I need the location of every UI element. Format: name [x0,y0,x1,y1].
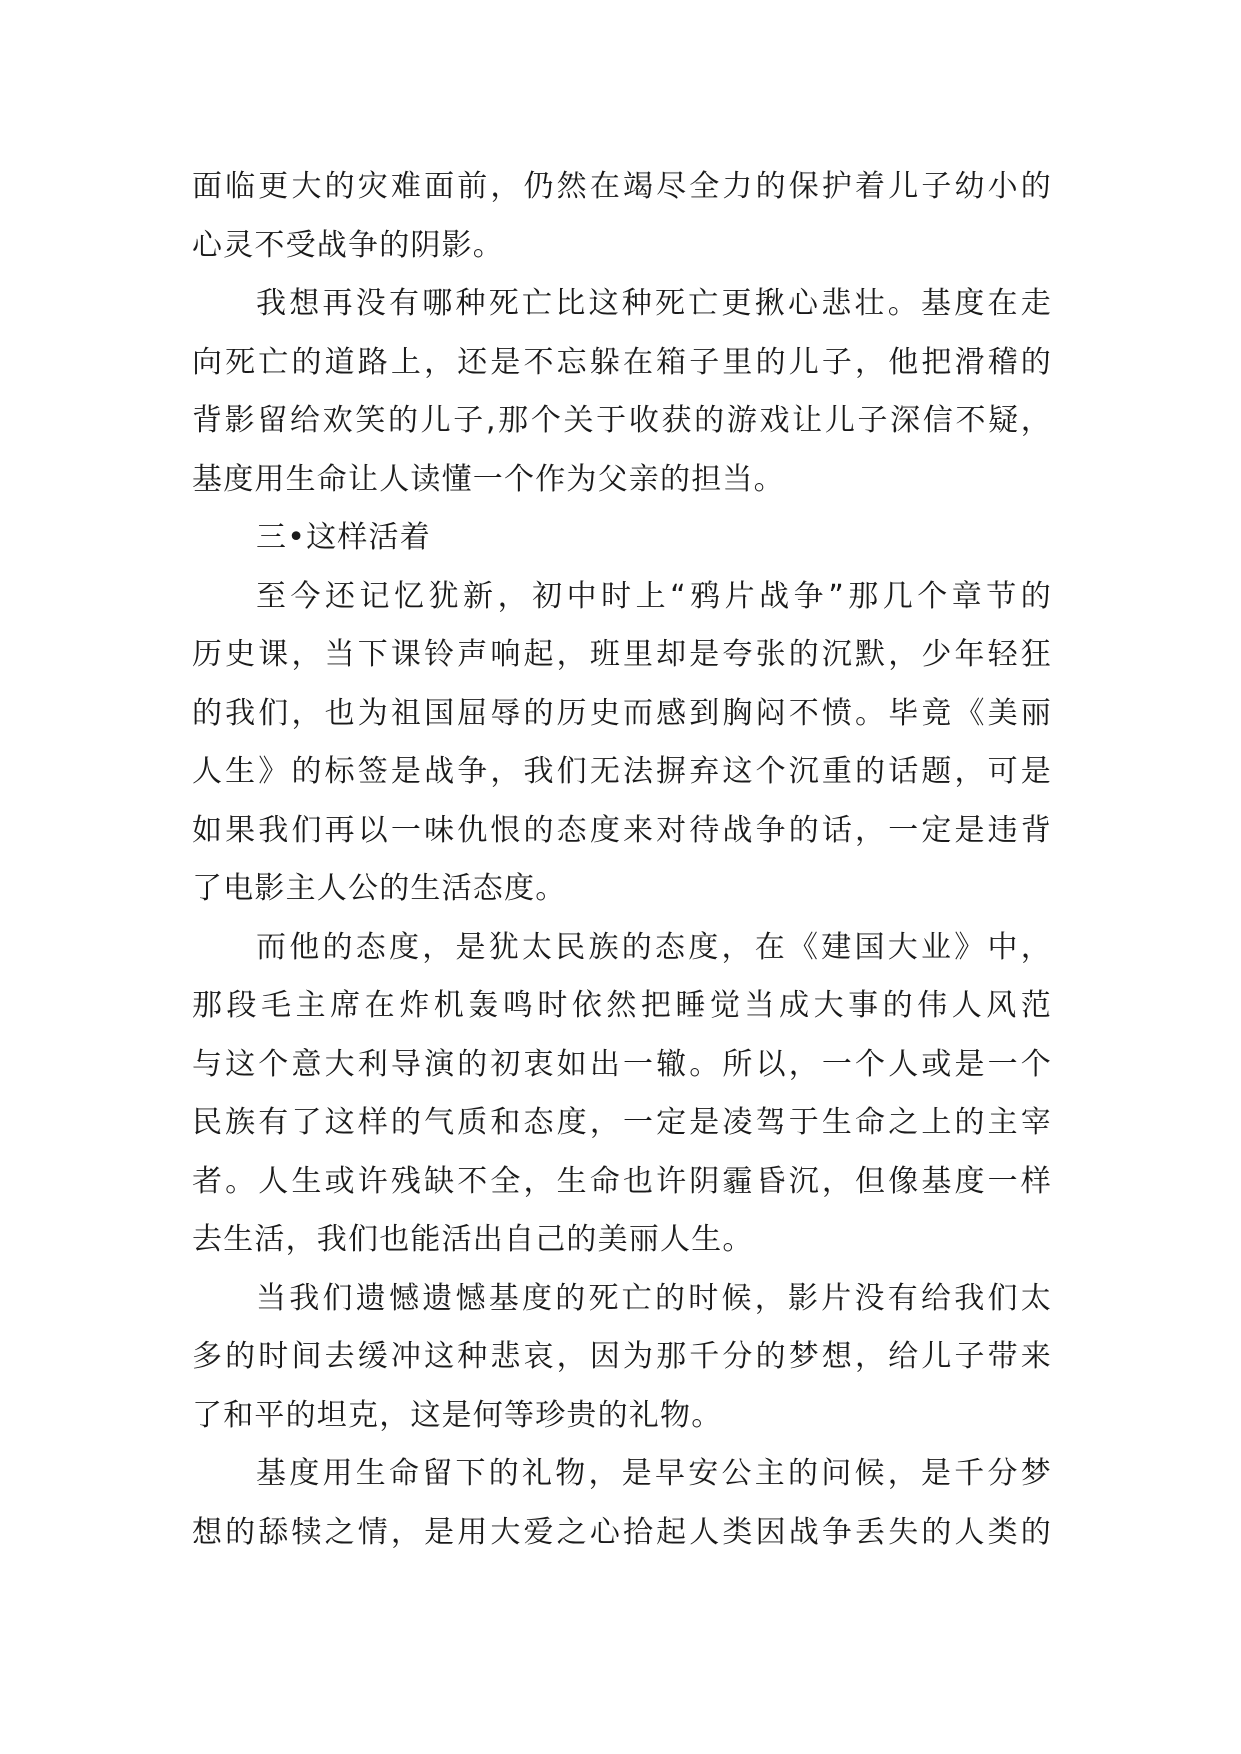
text-line: 至今还记忆犹新，初中时上“鸦片战争”那几个章节的 [256,578,1052,614]
text-line: 向死亡的道路上，还是不忘躲在箱子里的儿子，他把滑稽的 [192,344,1052,380]
text-line: 民族有了这样的气质和态度，一定是凌驾于生命之上的主宰 [192,1105,1052,1140]
text-line: 历史课，当下课铃声响起，班里却是夸张的沉默，少年轻狂 [192,637,1052,672]
text-line: 基度用生命让人读懂一个作为父亲的担当。 [192,461,785,497]
text-line: 那段毛主席在炸机轰鸣时依然把睡觉当成大事的伟人风范 [192,988,1052,1023]
text-line: 基度用生命留下的礼物，是早安公主的问候，是千分梦 [256,1456,1052,1491]
text-line: 人生》的标签是战争，我们无法摒弃这个沉重的话题，可是 [192,754,1052,789]
text-line: 的我们，也为祖国屈辱的历史而感到胸闷不愤。毕竟《美丽 [192,695,1052,731]
text-line: 背影留给欢笑的儿子,那个关于收获的游戏让儿子深信不疑， [192,403,1052,438]
body-text [192,158,1052,1562]
text-line: 了电影主人公的生活态度。 [192,871,567,906]
section-heading: 三•这样活着 [256,520,431,555]
text-line: 去生活，我们也能活出自己的美丽人生。 [192,1222,754,1257]
text-line: 当我们遗憾遗憾基度的死亡的时候，影片没有给我们太 [256,1280,1052,1316]
text-line: 想的舔犊之情，是用大爱之心拾起人类因战争丢失的人类的 [192,1514,1052,1550]
text-line: 与这个意大利导演的初衷如出一辙。所以，一个人或是一个 [192,1046,1052,1082]
text-line: 面临更大的灾难面前，仍然在竭尽全力的保护着儿子幼小的 [192,169,1052,204]
text-line: 心灵不受战争的阴影。 [192,227,504,263]
text-line: 多的时间去缓冲这种悲哀，因为那千分的梦想，给儿子带来 [192,1339,1052,1374]
text-line: 我想再没有哪种死亡比这种死亡更揪心悲壮。基度在走 [256,286,1052,321]
text-line: 者。人生或许残缺不全，生命也许阴霾昏沉，但像基度一样 [192,1163,1052,1199]
text-line: 而他的态度，是犹太民族的态度，在《建国大业》中， [256,929,1052,965]
text-line: 了和平的坦克，这是何等珍贵的礼物。 [192,1397,723,1433]
text-line: 如果我们再以一味仇恨的态度来对待战争的话，一定是违背 [192,812,1052,848]
